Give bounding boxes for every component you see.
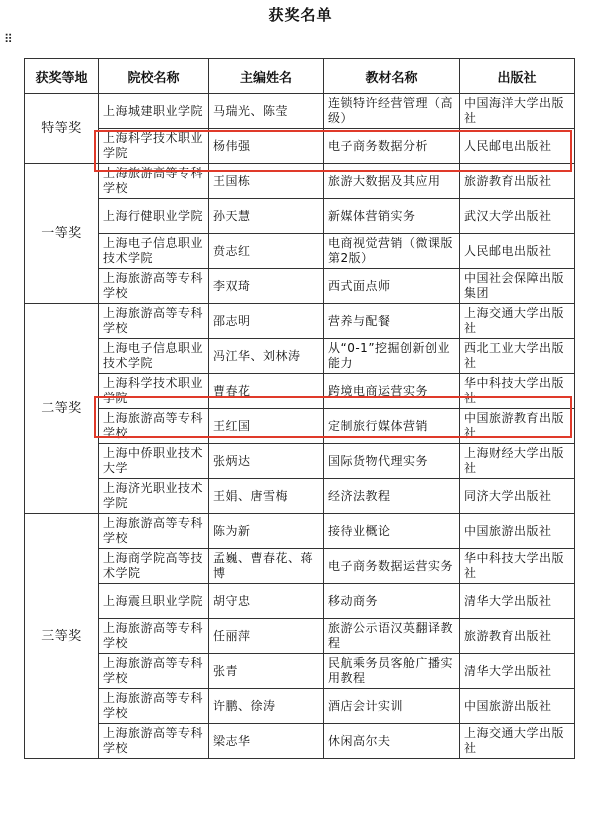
publisher-cell: 同济大学出版社 (460, 479, 575, 514)
table-row (25, 374, 575, 409)
school-cell: 上海旅游高等专科学校 (99, 724, 209, 759)
header-editor: 主编姓名 (209, 59, 324, 94)
editor-cell: 任丽萍 (209, 619, 324, 654)
editor-cell: 冯江华、刘林涛 (209, 339, 324, 374)
school-cell: 上海旅游高等专科学校 (99, 269, 209, 304)
editor-cell: 曹春花 (209, 374, 324, 409)
table-row (25, 129, 575, 164)
school-cell: 上海商学院高等技术学院 (99, 549, 209, 584)
page-title: 获奖名单 (268, 6, 333, 24)
school-cell: 上海中侨职业技术大学 (99, 444, 209, 479)
table-row (25, 409, 575, 444)
editor-cell: 王娟、唐雪梅 (209, 479, 324, 514)
textbook-cell: 酒店会计实训 (324, 689, 460, 724)
school-cell: 上海科学技术职业学院 (99, 129, 209, 164)
school-cell: 上海行健职业学院 (99, 199, 209, 234)
editor-cell: 孟巍、曹春花、蒋博 (209, 549, 324, 584)
header-level: 获奖等地 (25, 59, 99, 94)
publisher-cell: 中国海洋大学出版社 (460, 94, 575, 129)
school-cell: 上海旅游高等专科学校 (99, 164, 209, 199)
editor-cell: 邵志明 (209, 304, 324, 339)
table-row (25, 339, 575, 374)
table-row (25, 479, 575, 514)
school-cell: 上海旅游高等专科学校 (99, 514, 209, 549)
textbook-cell: 移动商务 (324, 584, 460, 619)
table-row (25, 269, 575, 304)
table-row (25, 514, 575, 549)
school-cell: 上海电子信息职业技术学院 (99, 339, 209, 374)
publisher-cell: 中国社会保障出版集团 (460, 269, 575, 304)
publisher-cell: 武汉大学出版社 (460, 199, 575, 234)
publisher-cell: 旅游教育出版社 (460, 619, 575, 654)
publisher-cell: 上海交通大学出版社 (460, 304, 575, 339)
school-cell: 上海城建职业学院 (99, 94, 209, 129)
school-cell: 上海旅游高等专科学校 (99, 409, 209, 444)
table-row (25, 619, 575, 654)
award-level-cell: 三等奖 (25, 514, 99, 759)
publisher-cell: 旅游教育出版社 (460, 164, 575, 199)
publisher-cell: 人民邮电出版社 (460, 234, 575, 269)
publisher-cell: 华中科技大学出版社 (460, 374, 575, 409)
editor-cell: 王国栋 (209, 164, 324, 199)
editor-cell: 梁志华 (209, 724, 324, 759)
publisher-cell: 上海财经大学出版社 (460, 444, 575, 479)
award-level-cell: 特等奖 (25, 94, 99, 164)
table-row (25, 689, 575, 724)
table-header-row (25, 59, 575, 94)
textbook-cell: 新媒体营销实务 (324, 199, 460, 234)
editor-cell: 马瑞光、陈莹 (209, 94, 324, 129)
table-body (25, 94, 575, 759)
school-cell: 上海济光职业技术学院 (99, 479, 209, 514)
header-publisher: 出版社 (460, 59, 575, 94)
table-row (25, 549, 575, 584)
textbook-cell: 民航乘务员客舱广播实用教程 (324, 654, 460, 689)
textbook-cell: 定制旅行媒体营销 (324, 409, 460, 444)
publisher-cell: 清华大学出版社 (460, 654, 575, 689)
award-level-cell: 二等奖 (25, 304, 99, 514)
award-table (24, 58, 575, 759)
textbook-cell: 接待业概论 (324, 514, 460, 549)
textbook-cell: 电子商务数据分析 (324, 129, 460, 164)
table-row (25, 584, 575, 619)
table-row (25, 304, 575, 339)
school-cell: 上海旅游高等专科学校 (99, 654, 209, 689)
publisher-cell: 华中科技大学出版社 (460, 549, 575, 584)
table-row (25, 234, 575, 269)
textbook-cell: 经济法教程 (324, 479, 460, 514)
publisher-cell: 人民邮电出版社 (460, 129, 575, 164)
table-row (25, 724, 575, 759)
textbook-cell: 西式面点师 (324, 269, 460, 304)
textbook-cell: 旅游公示语汉英翻译教程 (324, 619, 460, 654)
school-cell: 上海震旦职业学院 (99, 584, 209, 619)
editor-cell: 王红国 (209, 409, 324, 444)
editor-cell: 李双琦 (209, 269, 324, 304)
textbook-cell: 从“0-1”挖掘创新创业能力 (324, 339, 460, 374)
school-cell: 上海电子信息职业技术学院 (99, 234, 209, 269)
header-textbook: 教材名称 (324, 59, 460, 94)
publisher-cell: 中国旅游出版社 (460, 514, 575, 549)
publisher-cell: 清华大学出版社 (460, 584, 575, 619)
textbook-cell: 营养与配餐 (324, 304, 460, 339)
textbook-cell: 休闲高尔夫 (324, 724, 460, 759)
editor-cell: 许鹏、徐涛 (209, 689, 324, 724)
textbook-cell: 电子商务数据运营实务 (324, 549, 460, 584)
header-school: 院校名称 (99, 59, 209, 94)
textbook-cell: 连锁特许经营管理（高级） (324, 94, 460, 129)
table-row (25, 199, 575, 234)
school-cell: 上海旅游高等专科学校 (99, 689, 209, 724)
editor-cell: 孙天慧 (209, 199, 324, 234)
textbook-cell: 旅游大数据及其应用 (324, 164, 460, 199)
textbook-cell: 电商视觉营销（微课版 第2版） (324, 234, 460, 269)
school-cell: 上海旅游高等专科学校 (99, 304, 209, 339)
table-row (25, 654, 575, 689)
school-cell: 上海科学技术职业学院 (99, 374, 209, 409)
editor-cell: 陈为新 (209, 514, 324, 549)
drag-handle-icon[interactable]: ⠿ (4, 32, 13, 46)
table-row (25, 164, 575, 199)
textbook-cell: 国际货物代理实务 (324, 444, 460, 479)
editor-cell: 贲志红 (209, 234, 324, 269)
editor-cell: 杨伟强 (209, 129, 324, 164)
publisher-cell: 西北工业大学出版社 (460, 339, 575, 374)
school-cell: 上海旅游高等专科学校 (99, 619, 209, 654)
editor-cell: 胡守忠 (209, 584, 324, 619)
publisher-cell: 上海交通大学出版社 (460, 724, 575, 759)
table-row (25, 444, 575, 479)
editor-cell: 张炳达 (209, 444, 324, 479)
award-level-cell: 一等奖 (25, 164, 99, 304)
table-row (25, 94, 575, 129)
editor-cell: 张青 (209, 654, 324, 689)
textbook-cell: 跨境电商运营实务 (324, 374, 460, 409)
publisher-cell: 中国旅游教育出版社 (460, 409, 575, 444)
publisher-cell: 中国旅游出版社 (460, 689, 575, 724)
